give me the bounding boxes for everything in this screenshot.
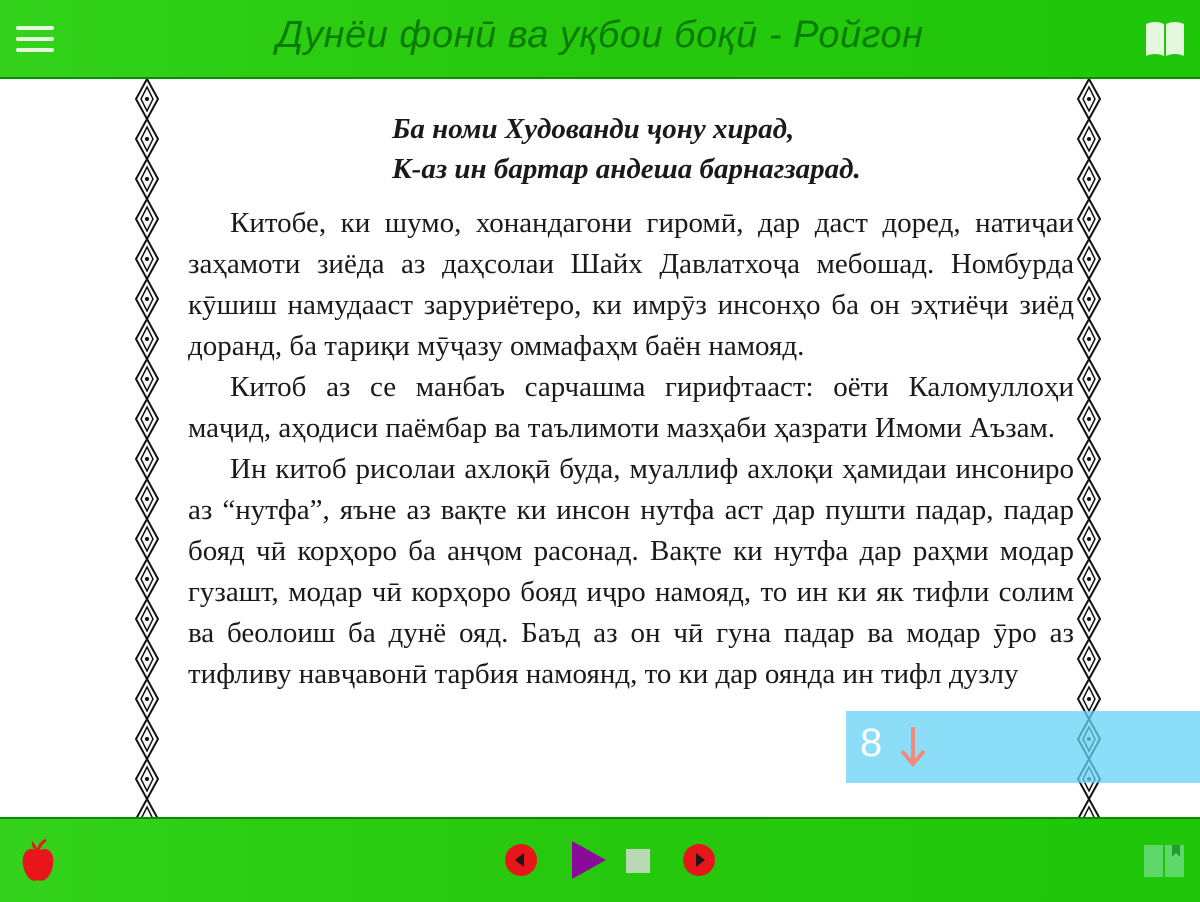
- previous-icon[interactable]: [504, 843, 538, 877]
- app-title: Дунёи фонӣ ва уқбои боқӣ - Ройгон: [276, 14, 924, 56]
- bookmark-book-icon[interactable]: [1142, 841, 1186, 881]
- open-book-icon[interactable]: [1144, 18, 1186, 58]
- stop-icon[interactable]: [626, 849, 650, 873]
- paragraph-3: Ин китоб рисолаи ахлоқӣ буда, муаллиф ахлоқи ҳамидаи инсониро аз “нутфа”, яъне аз вақте ки инсон нутфа аст дар пушти падар, падар бояд чӣ корҳоро ба анҷом расонад. Вақте ки нутфа дар раҳми модар гузашт, модар чӣ корҳоро бояд иҷро намояд, то ин ки як тифли солим ва беолоиш ба дунё ояд. Баъд аз он чӣ гуна падар ва модар ӯро аз тифливу навҷавонӣ тарбия намоянд, то ки дар оянда ин тифл дузлу: [188, 453, 1074, 690]
- paragraph-1: Китобе, ки шумо, хонандагони гиромӣ, дар даст доред, натиҷаи заҳамоти зиёда аз даҳсолаи Шайх Давлатхоҷа мебошад. Номбурда кӯшиш намудааст заруриётеро, ки имрӯз инсонҳо ба он эҳтиёҷи зиёд доранд, ба тариқи мӯҷазу оммафаҳм баён намояд.: [188, 207, 1074, 362]
- poem-line-2: К-аз ин бартар андеша барнагзарад.: [392, 153, 861, 185]
- poem-line-1: Ба номи Худованди ҷону хирад,: [392, 113, 795, 145]
- ornamental-border-right: [1076, 79, 1102, 817]
- epigraph-poem: [392, 109, 1074, 189]
- ornamental-border-left: [134, 79, 160, 817]
- page-indicator[interactable]: [846, 711, 1200, 783]
- apple-icon[interactable]: [20, 837, 56, 885]
- bottom-control-bar: [0, 817, 1200, 902]
- paragraph-2: Китоб аз се манбаъ сарчашма гирифтааст: оёти Каломуллоҳи маҷид, аҳодиси паёмбар ва таълимоти мазҳаби ҳазрати Имоми Аъзам.: [188, 371, 1074, 444]
- next-icon[interactable]: [682, 843, 716, 877]
- down-arrow-icon[interactable]: [898, 723, 928, 769]
- play-icon[interactable]: [570, 839, 608, 881]
- reading-page[interactable]: [0, 79, 1200, 817]
- top-app-bar: [0, 0, 1200, 79]
- book-text: [188, 109, 1074, 695]
- page-number: 8: [860, 721, 883, 765]
